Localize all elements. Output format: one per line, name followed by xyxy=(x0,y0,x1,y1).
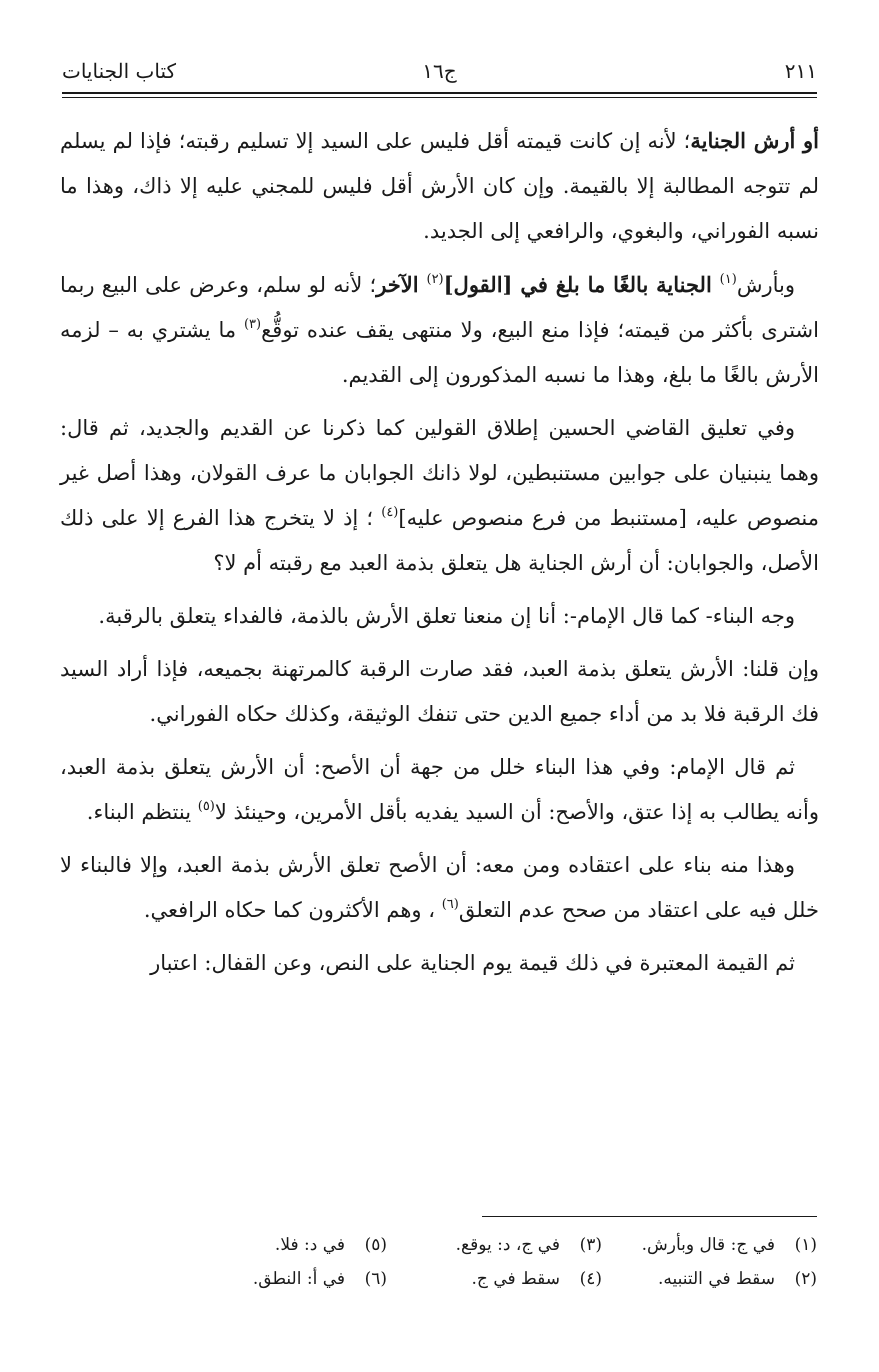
paragraph-4: وجه البناء- كما قال الإمام-: أنا إن منعنا تعلق الأرش بالذمة، فالفداء يتعلق بالرقبة. xyxy=(98,604,795,628)
book-title: كتاب الجنايات xyxy=(62,59,177,83)
footnote-item xyxy=(387,1262,602,1296)
footnote-text: في ج، د: يوقع. xyxy=(455,1235,560,1255)
footnote-number: (٦) xyxy=(364,1269,387,1289)
footnote-number: (٤) xyxy=(579,1269,602,1289)
footnote-item xyxy=(172,1228,387,1262)
paragraph-6 xyxy=(60,745,819,835)
paragraph-text: وفي تعليق القاضي الحسين إطلاق القولين كما ذكرنا عن القديم والجديد، ثم قال: وهما ينبنيان على جوابين مستنبطين، لولا ذانك الجوابان ما عرف القولان، وهذا أصل غير منصوص عليه، [مستنبط من فرع منصوص عليه] xyxy=(60,416,819,530)
volume-label: ج١٦ xyxy=(422,59,457,83)
running-header xyxy=(62,56,817,86)
paragraph-text: ؛ لأنه إن كانت قيمته أقل فليس على السيد إلا تسليم رقبته؛ فإذا لم يسلم لم تتوجه المطالبة إلا بالقيمة. وإن كان الأرش أقل فليس للمجني عليه إلا ذاك، وهذا ما نسبه الفوراني، والبغوي، والرافعي إلى الجديد. xyxy=(60,129,819,243)
main-text xyxy=(60,118,819,994)
paragraph-text: ما يشتري به – لزمه الأرش بالغًا ما بلغ، وهذا ما نسبه المذكورون إلى القديم. xyxy=(60,318,819,387)
footnote-ref[interactable]: (٢) xyxy=(426,272,444,287)
footnote-text: في أ: النطق. xyxy=(252,1269,345,1289)
footnote-text: في د: فلا. xyxy=(274,1235,345,1255)
footnote-item xyxy=(602,1262,817,1296)
footnote-ref[interactable]: (٤) xyxy=(381,505,399,520)
footnote-text: في ج: قال وبأرش. xyxy=(641,1235,775,1255)
footnote-text: سقط في التنبيه. xyxy=(657,1269,775,1289)
paragraph-text: ثم قال الإمام: وفي هذا البناء خلل من جهة أن الأصح: أن الأرش يتعلق بذمة العبد، وأنه يطالب به إذا عتق، والأصح: أن السيد يفديه بأقل الأمرين، وحينئذ لا xyxy=(60,755,819,824)
paragraph-text: ، وهم الأكثرون كما حكاه الرافعي. xyxy=(143,898,442,922)
footnote-ref[interactable]: (٦) xyxy=(441,897,459,912)
footnotes xyxy=(62,1228,817,1296)
footnote-number: (١) xyxy=(794,1235,817,1255)
bold-phrase: الآخر xyxy=(376,272,427,297)
footnote-ref[interactable]: (١) xyxy=(719,272,737,287)
paragraph-text: وبأرش xyxy=(736,273,795,297)
footnote-number: (٢) xyxy=(794,1269,817,1289)
paragraph-text: ؛ لأنه لو سلم، وعرض على البيع ربما اشترى بأكثر من قيمته؛ فإذا منع البيع، ولا منتهى يقف عنده توقُّع xyxy=(60,273,819,342)
footnote-item xyxy=(387,1228,602,1262)
paragraph-1 xyxy=(60,118,819,254)
bold-phrase: الجناية بالغًا ما بلغ في [القول] xyxy=(443,272,720,297)
paragraph-3 xyxy=(60,406,819,586)
paragraph-text: ينتظم البناء. xyxy=(86,800,198,824)
footnote-number: (٥) xyxy=(364,1235,387,1255)
footnote-row xyxy=(62,1262,817,1296)
paragraph-text: ؛ إذ لا يتخرج هذا الفرع إلا على ذلك الأصل، والجوابان: أن أرش الجناية هل يتعلق بذمة العبد مع رقبته أم لا؟ xyxy=(60,506,819,575)
paragraph-7 xyxy=(60,843,819,933)
header-rule-thin xyxy=(62,97,817,98)
header-rule-thick xyxy=(62,92,817,94)
paragraph-5: وإن قلنا: الأرش يتعلق بذمة العبد، فقد صارت الرقبة كالمرتهنة بجميعه، فإذا أراد السيد فك الرقبة فلا بد من أداء جميع الدين حتى تنفك الوثيقة، وكذلك حكاه الفوراني. xyxy=(60,657,819,726)
footnote-separator xyxy=(482,1216,817,1217)
footnote-text: سقط في ج. xyxy=(471,1269,560,1289)
footnote-ref[interactable]: (٥) xyxy=(197,799,215,814)
bold-phrase: أو أرش الجناية xyxy=(690,128,820,153)
paragraph-8: ثم القيمة المعتبرة في ذلك قيمة يوم الجناية على النص، وعن القفال: اعتبار xyxy=(150,951,795,975)
footnote-row xyxy=(62,1228,817,1262)
footnote-ref[interactable]: (٣) xyxy=(243,317,262,332)
footnote-number: (٣) xyxy=(579,1235,602,1255)
footnote-item xyxy=(172,1262,387,1296)
footnote-item xyxy=(602,1228,817,1262)
paragraph-text: وهذا منه بناء على اعتقاده ومن معه: أن الأصح تعلق الأرش بذمة العبد، وإلا فالبناء لا خلل فيه على اعتقاد من صحح عدم التعلق xyxy=(60,853,819,922)
paragraph-2 xyxy=(60,262,819,398)
page-number: ٢١١ xyxy=(784,59,817,83)
